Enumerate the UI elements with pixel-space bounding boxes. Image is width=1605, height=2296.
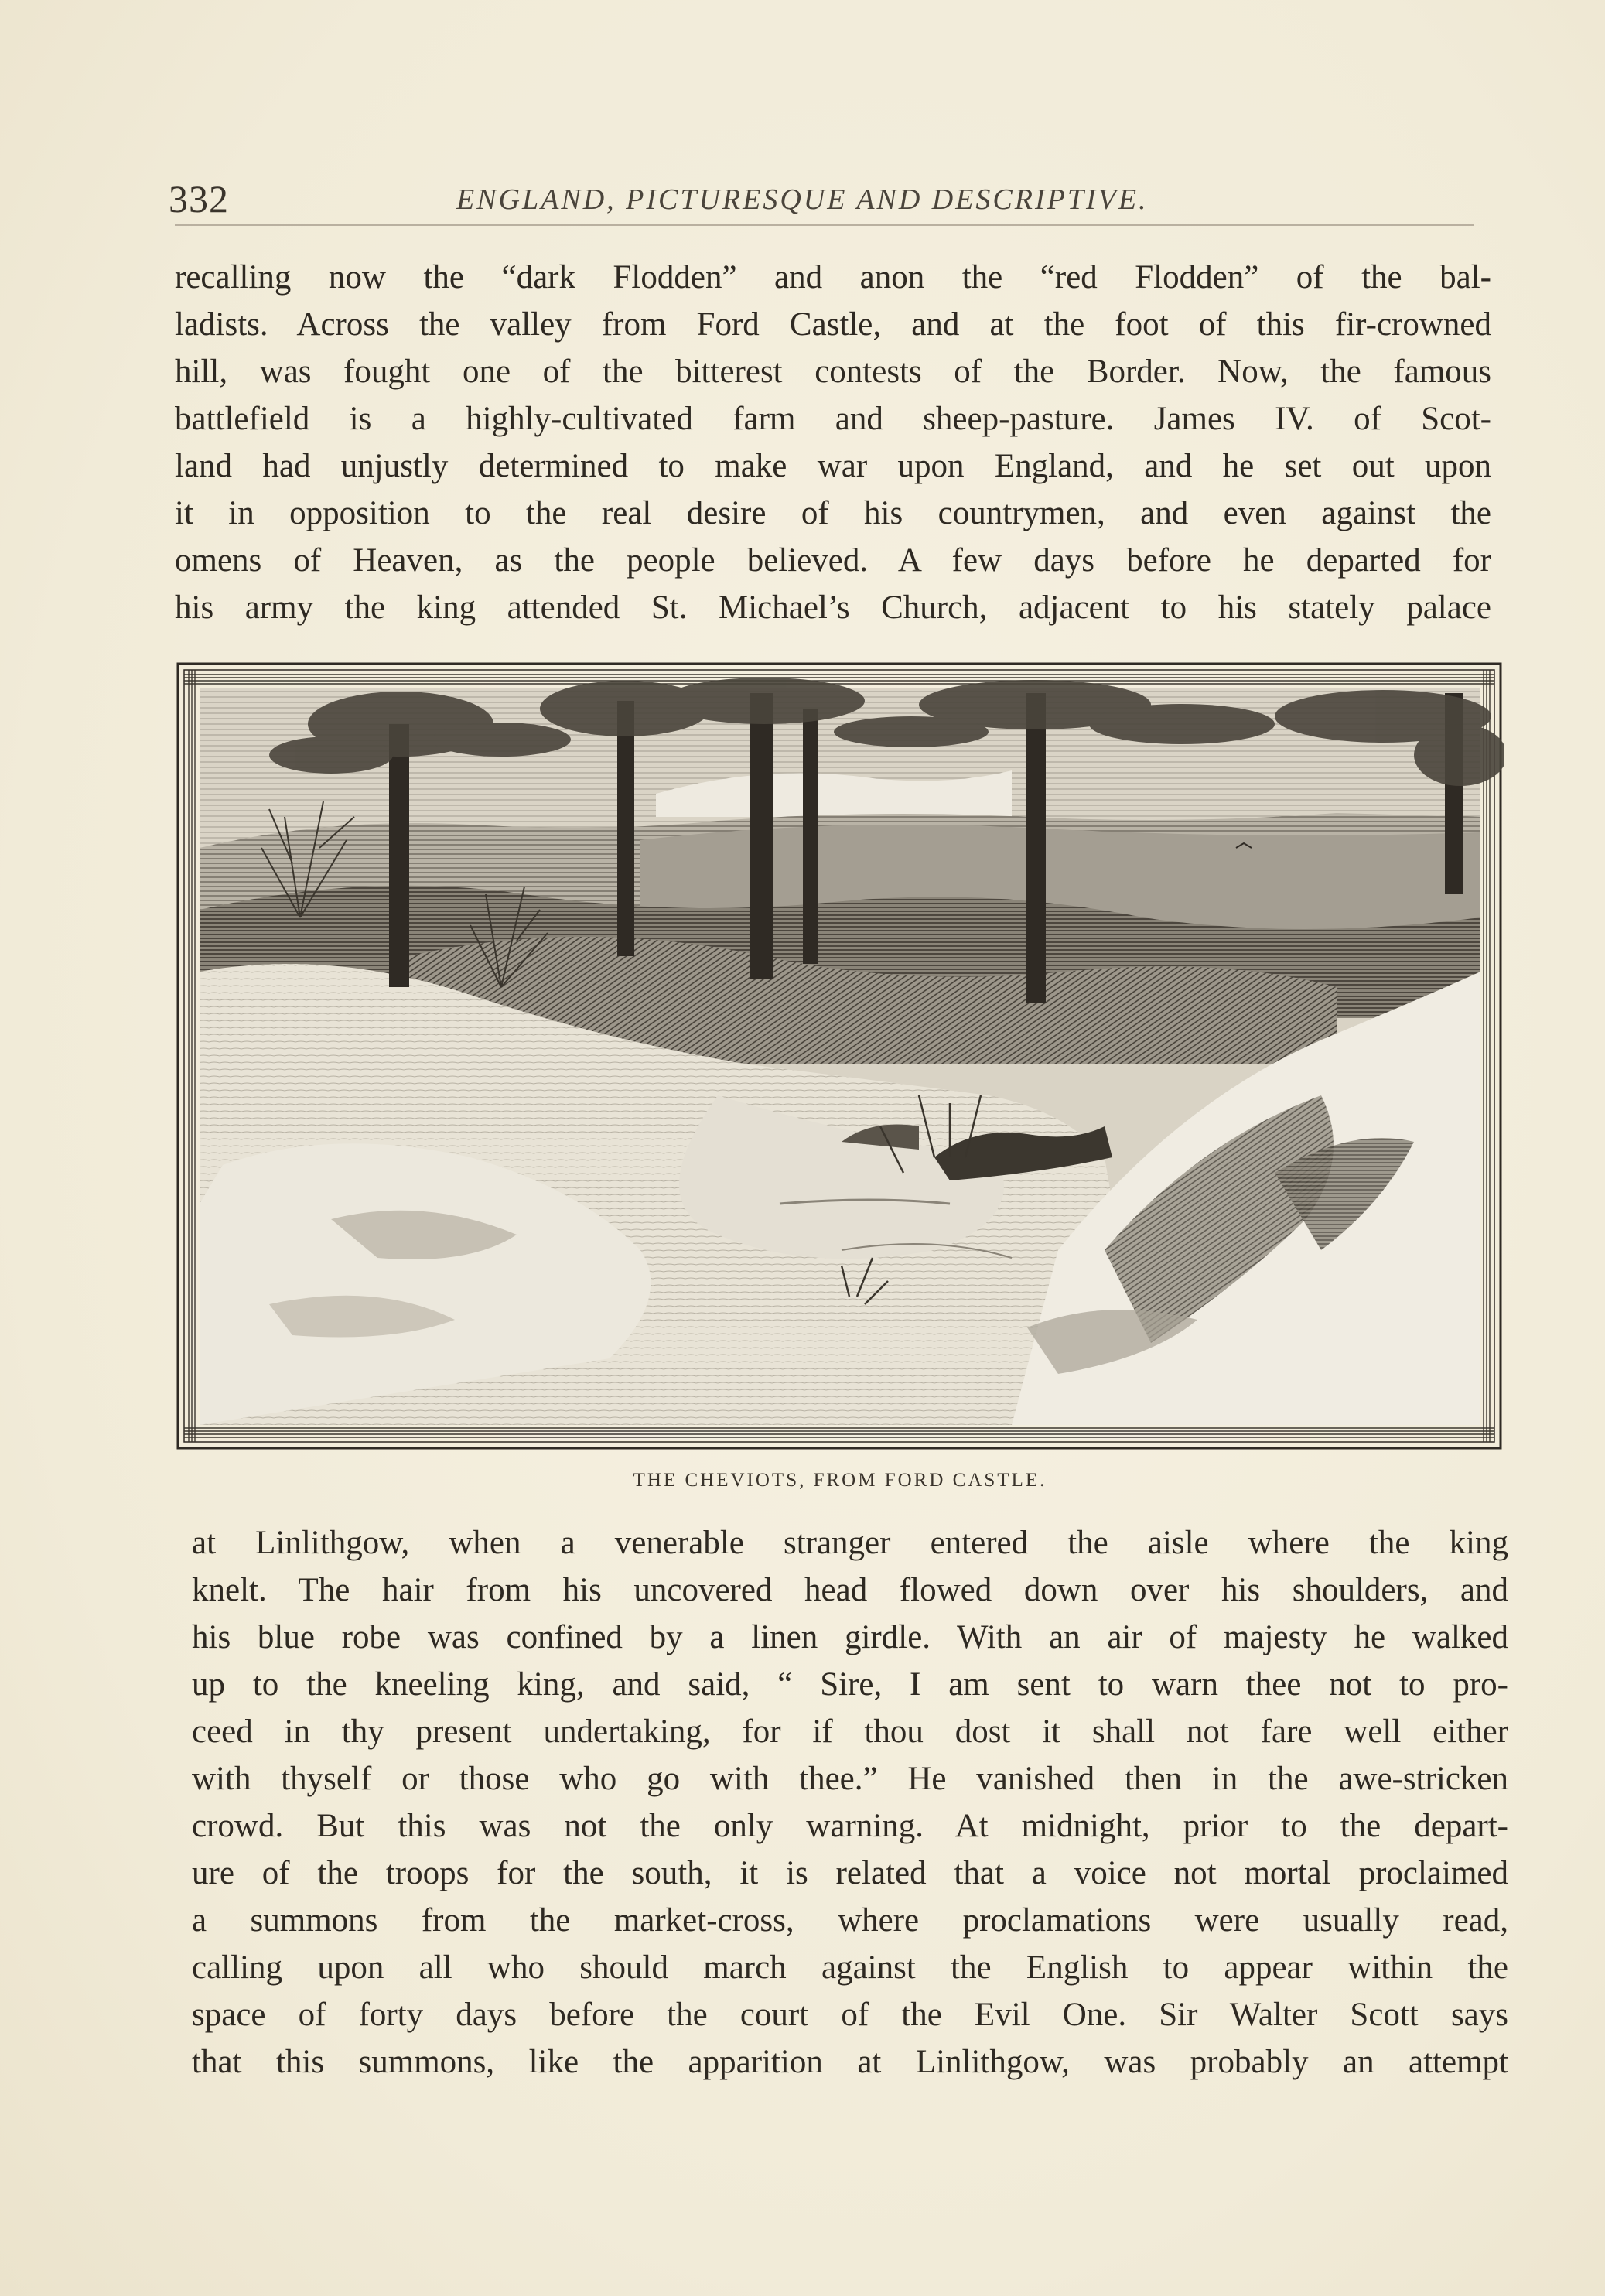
text-line: hill, was fought one of the bitterest contests of the Border. Now, the famous <box>175 354 1491 390</box>
landscape-scene <box>200 678 1504 1425</box>
text-line: space of forty days before the court of the Evil One. Sir Walter Scott says <box>192 1997 1508 2033</box>
text-line: ceed in thy present undertaking, for if thou dost it shall not fare well either <box>192 1713 1508 1750</box>
figure-caption: THE CHEVIOTS, FROM FORD CASTLE. <box>633 1470 1047 1491</box>
text-line: at Linlithgow, when a venerable stranger entered the aisle where the king <box>192 1525 1508 1561</box>
running-title: ENGLAND, PICTURESQUE AND DESCRIPTIVE. <box>456 183 1149 216</box>
text-line: with thyself or those who go with thee.” He vanished then in the awe-stricken <box>192 1761 1508 1797</box>
text-line: that this summons, like the apparition at Linlithgow, was probably an attempt <box>192 2044 1508 2080</box>
text-line: his army the king attended St. Michael’s Church, adjacent to his stately palace <box>175 589 1491 626</box>
text-line: knelt. The hair from his uncovered head flowed down over his shoulders, and <box>192 1572 1508 1608</box>
text-line: recalling now the “dark Flodden” and anon the “red Flodden” of the bal- <box>175 259 1491 296</box>
engraving-illustration <box>176 662 1504 1454</box>
text-line: land had unjustly determined to make war upon England, and he set out upon <box>175 448 1491 484</box>
body-text-after-figure <box>192 1519 1508 2086</box>
body-text-before-figure <box>175 254 1491 631</box>
text-line: battlefield is a highly-cultivated farm and sheep-pasture. James IV. of Scot- <box>175 401 1491 437</box>
text-line: ladists. Across the valley from Ford Castle, and at the foot of this fir-crowned <box>175 306 1491 343</box>
text-line: omens of Heaven, as the people believed. A few days before he departed for <box>175 542 1491 579</box>
text-line: ure of the troops for the south, it is related that a voice not mortal proclaimed <box>192 1855 1508 1891</box>
text-line: his blue robe was confined by a linen girdle. With an air of majesty he walked <box>192 1619 1508 1655</box>
header-rule <box>175 224 1474 226</box>
page-number: 332 <box>169 177 229 220</box>
engraving-figure <box>176 662 1504 1454</box>
text-line: up to the kneeling king, and said, “ Sire, I am sent to warn thee not to pro- <box>192 1666 1508 1703</box>
page-header <box>169 172 1476 226</box>
text-line: a summons from the market-cross, where proclamations were usually read, <box>192 1902 1508 1939</box>
text-line: it in opposition to the real desire of his countrymen, and even against the <box>175 495 1491 531</box>
text-line: crowd. But this was not the only warning. At midnight, prior to the depart- <box>192 1808 1508 1844</box>
text-line: calling upon all who should march against the English to appear within the <box>192 1949 1508 1986</box>
